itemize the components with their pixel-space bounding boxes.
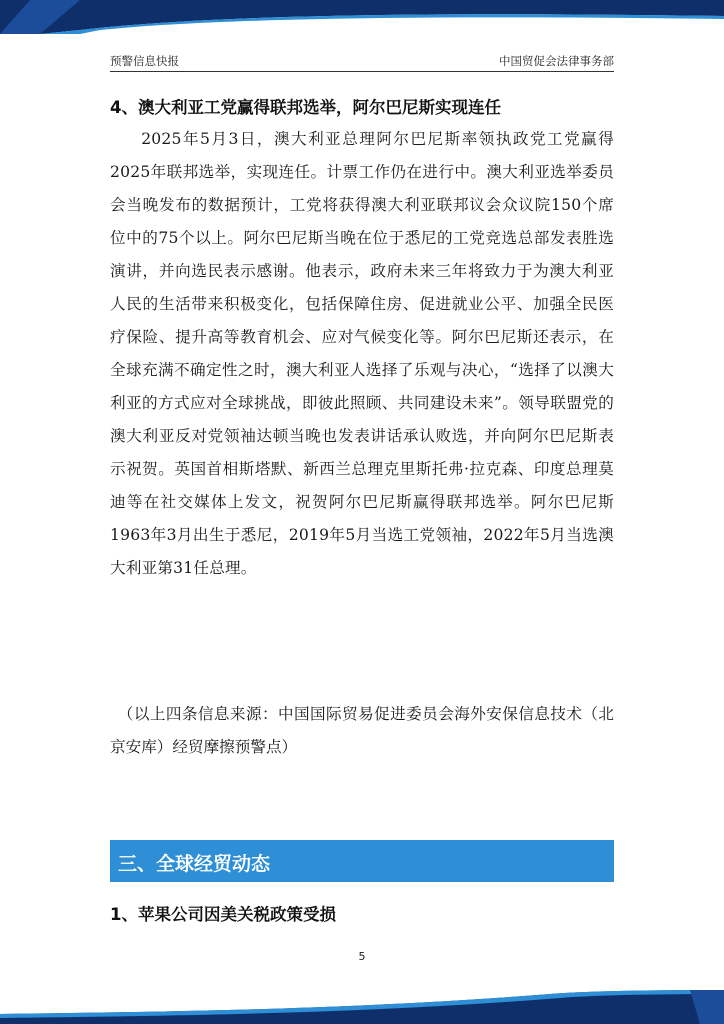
article-body: 2025年5月3日，澳大利亚总理阿尔巴尼斯率领执政党工党赢得2025年联邦选举，实现连任。计票工作仍在进行中。澳大利亚选举委员会当晚发布的数据预计，工党将获得澳大利亚联邦议会众议院150个席位中的75个以上。阿尔巴尼斯当晚在位于悉尼的工党竞选总部发表胜选演讲，并向选民表示感谢。他表示，政府未来三年将致力于为澳大利亚人民的生活带来积极变化，包括保障住房、促进就业公平、加强全民医疗保险、提升高等教育机会、应对气候变化等。阿尔巴尼斯还表示，在全球充满不确定性之时，澳大利亚人选择了乐观与决心，“选择了以澳大利亚的方式应对全球挑战，即彼此照顾、共同建设未来”。领导联盟党的澳大利亚反对党领袖达顿当晚也发表讲话承认败选，并向阿尔巴尼斯表示祝贺。英国首相斯塔默、新西兰总理克里斯托弗·拉克森、印度总理莫迪等在社交媒体上发文，祝贺阿尔巴尼斯赢得联邦选举。阿尔巴尼斯1963年3月出生于悉尼，2019年5月当选工党领袖，2022年5月当选澳大利亚第31任总理。 [110,130,614,577]
section-banner-title: 三、全球经贸动态 [118,853,271,875]
header-department-name: 中国贸促会法律事务部 [499,54,614,68]
bottom-decorative-band [0,990,724,1024]
section-banner [110,840,614,882]
source-note: （以上四条信息来源：中国国际贸易促进委员会海外安保信息技术（北京安库）经贸摩擦预警点） [110,705,614,756]
header-publication-name: 预警信息快报 [110,54,179,68]
section-first-item-title: 1、苹果公司因美关税政策受损 [110,905,336,924]
top-decorative-band [0,0,724,34]
article-title: 4、澳大利亚工党赢得联邦选举，阿尔巴尼斯实现连任 [110,98,501,117]
page-number: 5 [358,950,366,963]
header-divider [110,71,614,72]
